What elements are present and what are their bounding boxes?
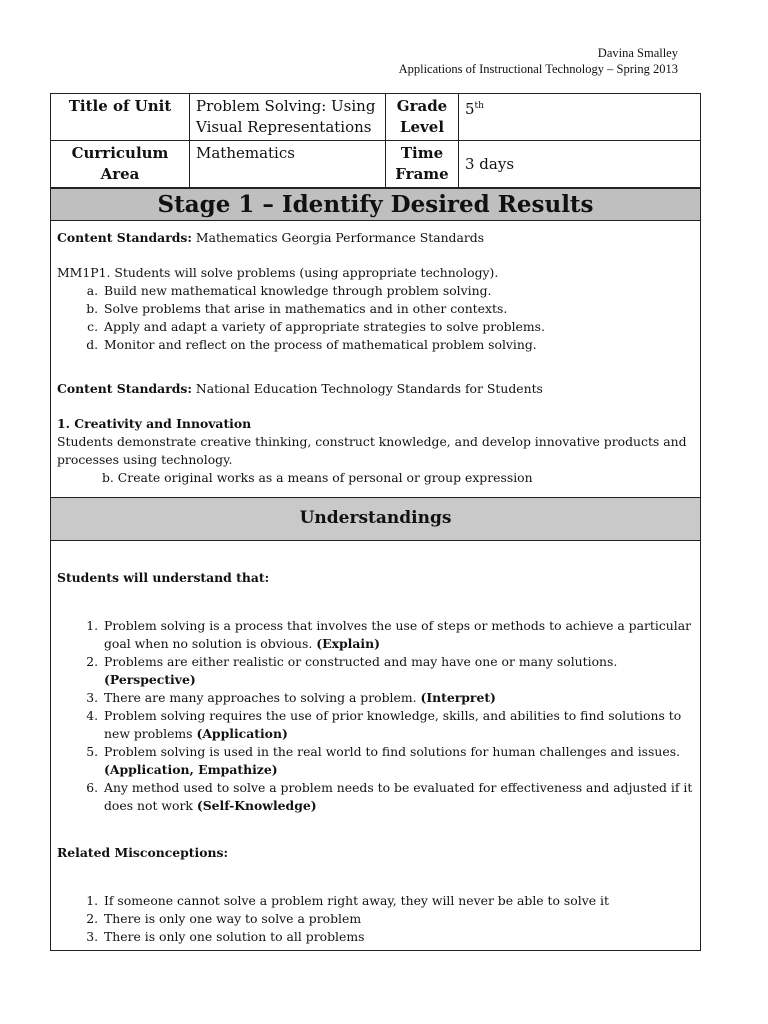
title-value: Problem Solving: Using Visual Representations — [190, 94, 386, 141]
unit-meta-table — [51, 94, 700, 188]
time-label: Time Frame — [386, 141, 459, 188]
mm1p1-statement: MM1P1. Students will solve problems (using appropriate technology). — [57, 265, 499, 280]
standards-nets — [57, 380, 694, 398]
grade-label: Grade Level — [386, 94, 459, 141]
list-item: c. Apply and adapt a variety of appropriate strategies to solve problems. — [102, 318, 694, 336]
mm1p1-list — [57, 282, 694, 354]
list-item: 3. There are many approaches to solving a problem. (Interpret) — [102, 689, 694, 707]
creativity-text: Students demonstrate creative thinking, construct knowledge, and develop innovative products and processes using technology. — [57, 434, 687, 467]
grade-number: 5 — [465, 100, 475, 118]
standards-label: Content Standards: — [57, 230, 192, 245]
title-label: Title of Unit — [51, 94, 190, 141]
standards-label: Content Standards: — [57, 381, 192, 396]
list-item: 1. Problem solving is a process that involves the use of steps or methods to achieve a particular goal when no solution is obvious. (Explain) — [102, 617, 694, 653]
understandings-content — [51, 541, 700, 950]
understandings-list — [57, 617, 694, 815]
course-name: Applications of Instructional Technology – Spring 2013 — [398, 62, 678, 76]
grade-value — [459, 94, 701, 141]
standards-value: Mathematics Georgia Performance Standards — [191, 230, 485, 245]
list-item: 2. Problems are either realistic or constructed and may have one or many solutions. (Perspective) — [102, 653, 694, 689]
standards-georgia — [57, 229, 694, 247]
stage1-content — [51, 221, 700, 497]
stage1-heading: Stage 1 – Identify Desired Results — [51, 188, 700, 221]
list-item: b. Solve problems that arise in mathematics and in other contexts. — [102, 300, 694, 318]
list-item: 2. There is only one way to solve a problem — [102, 910, 694, 928]
list-item: a. Build new mathematical knowledge through problem solving. — [102, 282, 694, 300]
grade-suffix: th — [474, 101, 484, 111]
time-value: 3 days — [459, 141, 701, 188]
misconceptions-list — [57, 892, 694, 946]
area-label: Curriculum Area — [51, 141, 190, 188]
list-item: 4. Problem solving requires the use of prior knowledge, skills, and abilities to find solutions to new problems (Application) — [102, 707, 694, 743]
page-header — [399, 45, 678, 77]
list-item: 6. Any method used to solve a problem needs to be evaluated for effectiveness and adjusted if it does not work (Self-Knowledge) — [102, 779, 694, 815]
unit-plan-document — [50, 93, 701, 951]
understandings-intro: Students will understand that: — [57, 570, 270, 586]
author-name: Davina Smalley — [597, 46, 678, 60]
list-item: 1. If someone cannot solve a problem right away, they will never be able to solve it — [102, 892, 694, 910]
creativity-heading: 1. Creativity and Innovation — [57, 416, 252, 431]
list-item: d. Monitor and reflect on the process of mathematical problem solving. — [102, 336, 694, 354]
area-value: Mathematics — [190, 141, 386, 188]
list-item: 3. There is only one solution to all problems — [102, 928, 694, 946]
creativity-item-b: b. Create original works as a means of personal or group expression — [102, 470, 533, 485]
list-item: 5. Problem solving is used in the real world to find solutions for human challenges and issues. (Application, Empathize) — [102, 743, 694, 779]
standards-value: National Education Technology Standards for Students — [191, 381, 543, 396]
understandings-heading: Understandings — [51, 497, 700, 541]
misconceptions-heading: Related Misconceptions: — [57, 845, 229, 861]
